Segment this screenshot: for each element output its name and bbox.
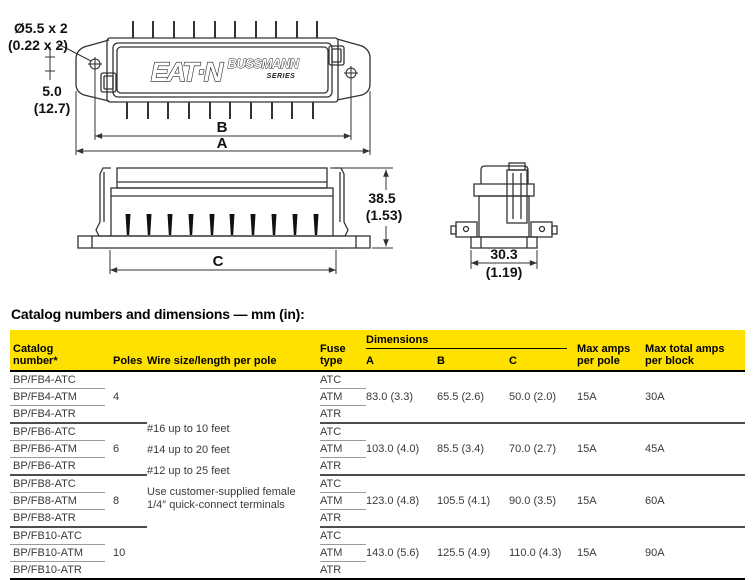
catalog-number-cell: BP/FB4-ATM — [10, 389, 105, 406]
fuse-type-cell: ATR — [320, 510, 366, 528]
wire-note: #14 up to 20 feet — [147, 443, 230, 456]
eaton-logo — [151, 56, 300, 87]
bussmann-wordmark: BUSSMANN — [227, 56, 299, 71]
catalog-number-cell: BP/FB6-ATR — [10, 458, 105, 476]
dim-c-label: C — [212, 253, 224, 270]
end-view — [451, 163, 557, 248]
col-header-max-amps-per-pole: Max amps per pole — [577, 330, 645, 371]
height-dim-label: 38.5 — [368, 190, 396, 206]
catalog-table — [10, 330, 745, 580]
end-right-tab — [531, 222, 552, 237]
catalog-number-cell: BP/FB10-ATM — [10, 545, 105, 562]
col-header-dimensions: Dimensions — [366, 330, 577, 352]
dim-b-cell: 105.5 (4.1) — [437, 475, 509, 527]
col-header-fuse-type: Fuse type — [320, 330, 366, 371]
max-amps-cell: 15A — [577, 423, 645, 475]
dim-a-cell: 83.0 (3.3) — [366, 371, 437, 423]
catalog-number-cell: BP/FB10-ATR — [10, 562, 105, 580]
table-row — [10, 475, 745, 493]
wire-note: #12 up to 25 feet — [147, 464, 230, 477]
dim-a-cell: 123.0 (4.8) — [366, 475, 437, 527]
dim-b-label: B — [216, 119, 228, 136]
fuse-type-cell: ATM — [320, 493, 366, 510]
width-dim-in-label: (1.19) — [485, 264, 523, 280]
col-header-dim-b: B — [437, 352, 509, 371]
fuse-type-cell: ATM — [320, 545, 366, 562]
left-mounting-hole — [88, 57, 102, 71]
max-total-amps-cell: 90A — [645, 527, 745, 579]
dim-b-cell: 85.5 (3.4) — [437, 423, 509, 475]
col-header-catalog-number: Catalog number* — [10, 330, 105, 371]
max-total-amps-cell: 30A — [645, 371, 745, 423]
dim-a-cell: 143.0 (5.6) — [366, 527, 437, 579]
hole-dim-in-label: (0.22 x 2) — [8, 37, 68, 53]
fuse-type-cell: ATC — [320, 527, 366, 545]
max-amps-cell: 15A — [577, 527, 645, 579]
catalog-number-cell: BP/FB6-ATC — [10, 423, 105, 441]
left-latch-inner — [104, 76, 113, 89]
max-amps-cell: 15A — [577, 475, 645, 527]
side-view-dim-labels — [213, 190, 403, 270]
right-mounting-ear — [337, 39, 370, 100]
fuse-type-cell: ATC — [320, 371, 366, 389]
catalog-number-cell: BP/FB10-ATC — [10, 527, 105, 545]
col-header-max-total-amps: Max total amps per block — [645, 330, 745, 371]
hole-dim-label: Ø5.5 x 2 — [14, 20, 68, 36]
width-dim-label: 30.3 — [490, 246, 518, 262]
poles-cell: 6 — [105, 423, 147, 475]
table-row — [10, 423, 745, 441]
page-title: Catalog numbers and dimensions — mm (in): — [11, 306, 305, 322]
wire-note: #16 up to 10 feet — [147, 422, 230, 435]
fuse-type-cell: ATR — [320, 406, 366, 424]
catalog-number-cell: BP/FB6-ATM — [10, 441, 105, 458]
front-view — [76, 21, 370, 119]
right-latch-inner — [332, 49, 341, 62]
side-view — [78, 168, 370, 248]
poles-cell: 4 — [105, 371, 147, 423]
dim-c-cell: 110.0 (4.3) — [509, 527, 577, 579]
col-header-dim-a: A — [366, 352, 437, 371]
table-row — [10, 371, 745, 389]
offset-dim-label: 5.0 — [42, 83, 62, 99]
max-amps-cell: 15A — [577, 371, 645, 423]
front-view-bottom-pins — [127, 102, 313, 119]
fuse-type-cell: ATR — [320, 458, 366, 476]
side-cover — [117, 168, 327, 188]
poles-cell: 10 — [105, 527, 147, 579]
front-view-top-pins — [133, 21, 317, 38]
eaton-wordmark: EAT·N — [150, 57, 222, 87]
side-terminal-pins — [126, 214, 319, 235]
col-header-dim-c: C — [509, 352, 577, 371]
wire-note: Use customer-supplied female 1/4″ quick-connect terminals — [147, 485, 296, 511]
end-flange — [474, 184, 534, 196]
dim-c-cell: 70.0 (2.7) — [509, 423, 577, 475]
table-row — [10, 527, 745, 545]
fuse-type-cell: ATM — [320, 441, 366, 458]
table-header — [10, 330, 745, 371]
fuse-type-cell: ATR — [320, 562, 366, 580]
right-mounting-hole — [344, 66, 358, 80]
fuse-type-cell: ATC — [320, 475, 366, 493]
end-left-tab — [456, 222, 477, 237]
side-base-plate — [78, 236, 370, 248]
catalog-number-cell: BP/FB8-ATM — [10, 493, 105, 510]
poles-cell: 8 — [105, 475, 147, 527]
block-cover-outer — [113, 43, 332, 97]
dim-a-cell: 103.0 (4.0) — [366, 423, 437, 475]
wire-size-cell — [147, 371, 320, 579]
catalog-number-cell: BP/FB8-ATC — [10, 475, 105, 493]
max-total-amps-cell: 60A — [645, 475, 745, 527]
dim-b-cell: 125.5 (4.9) — [437, 527, 509, 579]
dim-c-cell: 50.0 (2.0) — [509, 371, 577, 423]
catalog-number-cell: BP/FB4-ATC — [10, 371, 105, 389]
catalog-number-cell: BP/FB4-ATR — [10, 406, 105, 424]
dim-c-cell: 90.0 (3.5) — [509, 475, 577, 527]
fuse-type-cell: ATM — [320, 389, 366, 406]
fuse-type-cell: ATC — [320, 423, 366, 441]
side-body — [111, 188, 333, 236]
dim-b-cell: 65.5 (2.6) — [437, 371, 509, 423]
col-header-poles: Poles — [105, 330, 147, 371]
dim-a-label: A — [216, 135, 228, 152]
height-dim-in-label: (1.53) — [365, 207, 403, 223]
max-total-amps-cell: 45A — [645, 423, 745, 475]
catalog-number-cell: BP/FB8-ATR — [10, 510, 105, 528]
series-wordmark: SERIES — [266, 73, 296, 80]
offset-dim-in-label: (12.7) — [33, 100, 71, 116]
col-header-wire-size: Wire size/length per pole — [147, 330, 320, 371]
